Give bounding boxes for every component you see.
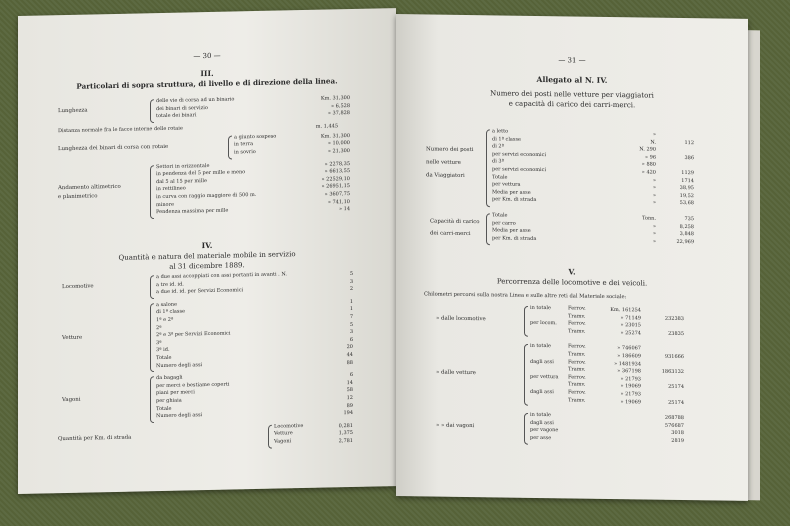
- percorrenza-kind: per vettura: [530, 373, 559, 381]
- percorrenza-network: Tramv.: [568, 366, 586, 373]
- row-item: 3ª id.: [156, 347, 170, 354]
- percorrenza-group-label: » dalle locomotive: [436, 315, 486, 323]
- posti-row: per vettura: [492, 181, 521, 188]
- row-value: 2: [349, 286, 353, 293]
- row-item: Totale: [156, 354, 172, 362]
- percorrenza-value: » 367198: [617, 368, 641, 375]
- percorrenza-kind: dagli assi: [530, 419, 554, 427]
- brace: [524, 344, 528, 406]
- row-value: » 2278,35: [324, 160, 350, 168]
- row-value: 3: [349, 278, 353, 285]
- percorrenza-network: Ferrov.: [568, 358, 586, 366]
- percorrenza-total: 576687: [664, 422, 684, 429]
- percorrenza-group-label: » » dai vagoni: [436, 422, 475, 430]
- row-value: Km. 31,300: [320, 95, 350, 102]
- row-value: 1,375: [338, 430, 353, 437]
- percorrenza-total: 1863132: [661, 368, 684, 376]
- group-label: Lunghezza dei binari di corsa con rotaie: [58, 144, 169, 153]
- row-item: Totale: [156, 405, 172, 412]
- percorrenza-value: » 186609: [617, 353, 641, 360]
- percorrenza-network: Ferrov.: [568, 343, 586, 351]
- section-4-title-line1: Quantità e natura del materiale mobile in servizio: [118, 250, 296, 262]
- section-5-numeral: V.: [568, 267, 576, 277]
- brace: [228, 135, 232, 159]
- row-item: dal 5 al 15 per mille: [156, 177, 207, 185]
- row-label: Distanza normale fra le facce interne delle rotaie: [58, 125, 183, 134]
- posti-value: 53,68: [679, 200, 694, 207]
- percorrenza-kind: dagli assi: [530, 388, 554, 396]
- row-value: » 21,300: [327, 148, 350, 155]
- row-item: piani per merci: [156, 389, 195, 397]
- capacita-label: Capacità di carico: [430, 218, 480, 226]
- posti-unit: »: [652, 199, 656, 207]
- capacita-row: Totale: [492, 212, 508, 219]
- percorrenza-network: Ferrov.: [568, 374, 586, 381]
- percorrenza-total: [644, 307, 684, 308]
- posti-value: 112: [684, 139, 694, 146]
- row-value: 1: [349, 298, 353, 305]
- percorrenza-network: Ferrov.: [568, 320, 586, 327]
- brace: [524, 306, 528, 337]
- row-value: 0,281: [338, 422, 353, 430]
- posti-value: [658, 162, 694, 163]
- brace: [150, 165, 154, 219]
- posti-value: [658, 147, 694, 148]
- posti-unit: » 96: [644, 154, 656, 161]
- percorrenza-network: Tramv.: [568, 396, 586, 404]
- capacita-value: 22,969: [676, 238, 694, 245]
- section-5-title: Percorrenza delle locomotive e dei veicoli.: [496, 277, 648, 288]
- capacita-label: dei carri-merci: [430, 230, 471, 238]
- percorrenza-value: [591, 437, 641, 438]
- row-item: a due id. id. per Servizi Economici: [156, 287, 244, 296]
- row-item: da bagagli: [156, 374, 183, 382]
- row-item: Pendenza massima per mille: [156, 207, 229, 216]
- brace: [150, 303, 154, 372]
- row-value: » 6,528: [331, 102, 350, 110]
- row-item: totale dei binari: [156, 112, 197, 120]
- percorrenza-kind: in totale: [530, 412, 551, 419]
- percorrenza-value: » 19069: [620, 383, 641, 390]
- percorrenza-kind: in totale: [530, 304, 551, 312]
- capacita-value: 735: [684, 216, 694, 223]
- percorrenza-value: [591, 414, 641, 415]
- percorrenza-network: Tramv.: [568, 351, 586, 358]
- left-page: [18, 8, 396, 494]
- row-item: a salone: [156, 301, 177, 308]
- row-value: m. 1,445: [315, 123, 338, 130]
- section-5-intro: Chilometri percorsi sulla nostra Linea e sulle altre reti dal Materiale sociale:: [424, 291, 627, 301]
- row-value: 88: [346, 359, 353, 366]
- row-item: Numero degli assi: [156, 361, 203, 369]
- row-value: 5: [349, 270, 353, 278]
- row-value: » 26951,15: [321, 183, 350, 191]
- brace: [524, 413, 528, 444]
- posti-unit: »: [652, 177, 656, 184]
- capacita-unit: Tonn.: [642, 215, 656, 222]
- capacita-value: 8,258: [679, 223, 694, 230]
- percorrenza-total: 268788: [664, 414, 684, 422]
- row-value: » 22529,10: [321, 175, 350, 183]
- row-value: 20: [346, 344, 353, 351]
- percorrenza-value: » 21793: [620, 391, 641, 398]
- percorrenza-value: » 746067: [617, 345, 641, 352]
- percorrenza-group-label: » dalle vetture: [436, 369, 476, 376]
- row-value: 2,781: [338, 437, 353, 445]
- capacita-unit: »: [652, 230, 656, 237]
- capacita-value: 3,848: [679, 231, 694, 238]
- percorrenza-total: 232383: [664, 315, 684, 322]
- right-page-number: — 31 —: [558, 56, 586, 65]
- row-value: » 3607,75: [324, 191, 350, 198]
- posti-subtitle-line2: e capacità di carico dei carri-merci.: [508, 99, 636, 110]
- row-item: a giunto sospeso: [234, 133, 277, 141]
- row-item: in pendenza del 5 per mille e meno: [156, 169, 246, 178]
- row-item: in curva con raggio maggiore di 500 m.: [156, 192, 257, 201]
- percorrenza-total: [644, 376, 684, 377]
- capacita-row: per Km. di strada: [492, 235, 537, 242]
- group-label: e planimetrico: [58, 193, 98, 201]
- posti-row: di 1ª classe: [492, 135, 522, 143]
- row-value: 1: [349, 306, 353, 313]
- percorrenza-total: 25174: [668, 384, 684, 391]
- row-item: a tre id. id.: [156, 281, 184, 288]
- row-item: minore: [156, 201, 174, 208]
- capacita-unit: »: [652, 223, 656, 230]
- row-item: 1ª e 2ª: [156, 316, 174, 324]
- posti-unit: N.: [650, 139, 656, 146]
- row-value: 6: [349, 372, 353, 379]
- percorrenza-network: Ferrov.: [568, 305, 586, 312]
- row-value: 6: [349, 336, 353, 343]
- group-label: Andamento altimetrico: [58, 184, 121, 192]
- percorrenza-value: » 19069: [620, 398, 641, 406]
- row-value: Km. 31,300: [320, 132, 350, 140]
- percorrenza-network: Tramv.: [568, 381, 586, 389]
- row-value: » 6613,55: [324, 168, 350, 175]
- percorrenza-value: » 25274: [620, 329, 641, 337]
- posti-unit: » 880: [641, 161, 656, 169]
- posti-value: 19,52: [679, 192, 694, 199]
- posti-unit: N. 290: [639, 146, 656, 153]
- percorrenza-kind: per vagone: [530, 427, 559, 434]
- left-page-number: — 30 —: [193, 51, 221, 61]
- allegato-heading: Allegato al N. IV.: [536, 74, 608, 85]
- row-item: a due assi accoppiati con assi portanti in avanti . N.: [156, 271, 287, 281]
- percorrenza-network: Ferrov.: [568, 389, 586, 396]
- row-item: in terra: [234, 141, 254, 148]
- percorrenza-kind: in totale: [530, 343, 551, 350]
- row-item: Vetture: [274, 430, 293, 438]
- row-value: » 741,10: [327, 198, 350, 206]
- row-item: dei binari di servizio: [156, 104, 208, 112]
- row-item: Vagoni: [274, 438, 292, 445]
- posti-row: per Km. di strada: [492, 196, 537, 204]
- row-value: 194: [343, 410, 353, 417]
- row-item: Numero degli assi: [156, 412, 203, 420]
- percorrenza-total: 3018: [671, 430, 684, 437]
- posti-unit: »: [652, 131, 656, 138]
- row-value: 12: [346, 394, 353, 402]
- section-4-numeral: IV.: [201, 240, 213, 251]
- percorrenza-kind: per locom.: [530, 320, 557, 327]
- posti-value: 38,95: [679, 185, 694, 192]
- posti-value: [658, 132, 694, 133]
- brace: [268, 424, 272, 448]
- right-page: [396, 14, 748, 501]
- row-value: 58: [346, 387, 353, 394]
- posti-unit: »: [652, 184, 656, 191]
- percorrenza-total: [644, 346, 684, 347]
- percorrenza-total: 23835: [668, 330, 684, 337]
- percorrenza-network: Tramv.: [568, 312, 586, 320]
- row-item: Locomotive: [274, 422, 304, 430]
- brace: [150, 376, 154, 423]
- brace: [486, 213, 490, 245]
- posti-unit: » 420: [641, 169, 656, 176]
- brace: [486, 129, 490, 207]
- capacita-unit: »: [652, 238, 656, 245]
- percorrenza-value: » 21793: [620, 375, 641, 383]
- section-3-title: Particolari di sopra struttura, di livello e di direzione della linea.: [76, 76, 338, 91]
- posti-row: Media per asse: [492, 189, 531, 196]
- group-label: Quantità per Km. di strada: [58, 434, 132, 443]
- group-label: Vetture: [62, 334, 83, 342]
- percorrenza-total: [644, 361, 684, 362]
- percorrenza-value: » 1481934: [614, 360, 641, 368]
- row-item: 2ª: [156, 324, 162, 331]
- row-value: 3: [349, 329, 353, 336]
- percorrenza-total: 931666: [664, 353, 684, 361]
- group-label: Vagoni: [62, 396, 81, 404]
- posti-row: di 3ª: [492, 158, 504, 165]
- percorrenza-total: [644, 391, 684, 392]
- percorrenza-total: [644, 323, 684, 324]
- posti-subtitle-line1: Numero dei posti nelle vetture per viaggiatori: [490, 89, 654, 100]
- posti-unit: »: [652, 192, 656, 199]
- posti-value: 1714: [681, 177, 694, 184]
- percorrenza-value: [591, 429, 641, 430]
- brace: [150, 99, 154, 123]
- posti-row: di 2ª: [492, 143, 504, 150]
- posti-label: da Viaggiatori: [426, 172, 465, 179]
- row-value: 44: [346, 351, 353, 359]
- group-label: Locomotive: [62, 283, 94, 291]
- row-value: 5: [349, 321, 353, 328]
- row-value: » 10,000: [327, 140, 350, 147]
- row-value: 14: [346, 379, 353, 386]
- posti-value: 386: [684, 154, 694, 161]
- row-item: di 1ª classe: [156, 308, 186, 316]
- row-item: 2ª e 3ª per Servizi Economici: [156, 330, 231, 339]
- row-item: per merci e bestiame coperti: [156, 381, 230, 389]
- posti-row: Totale: [492, 173, 508, 181]
- row-value: » 37,828: [327, 110, 350, 117]
- row-item: Settori in orizzontale: [156, 162, 210, 170]
- capacita-row: per carro: [492, 219, 516, 227]
- section-3-numeral: III.: [200, 68, 214, 79]
- percorrenza-total: 2819: [671, 437, 684, 445]
- posti-row: a letto: [492, 128, 509, 135]
- percorrenza-total: 25174: [668, 399, 684, 406]
- percorrenza-network: Tramv.: [568, 328, 586, 335]
- percorrenza-value: » 71149: [620, 314, 641, 322]
- posti-label: nelle vetture: [426, 159, 461, 166]
- posti-row: per servizi economici: [492, 166, 547, 174]
- row-item: in sovrio: [234, 149, 256, 156]
- posti-label: Numero dei posti: [426, 146, 474, 154]
- row-item: delle vie di corsa ad un binario: [156, 96, 235, 105]
- posti-value: 1129: [681, 169, 694, 177]
- brace: [150, 275, 154, 299]
- group-label: Lunghezza: [58, 107, 88, 115]
- row-item: per ghiaia: [156, 397, 182, 405]
- percorrenza-value: Km. 161254: [610, 306, 641, 314]
- percorrenza-kind: per asse: [530, 434, 552, 442]
- row-item: 3ª: [156, 339, 162, 346]
- row-value: 89: [346, 402, 353, 409]
- capacita-row: Media per asse: [492, 227, 531, 235]
- percorrenza-value: [591, 422, 641, 423]
- percorrenza-value: » 23015: [620, 322, 641, 329]
- percorrenza-kind: dagli assi: [530, 358, 554, 365]
- section-4-title-line2: al 31 dicembre 1889.: [169, 261, 245, 271]
- row-item: in rettilineo: [156, 185, 186, 193]
- posti-row: per servizi economici: [492, 151, 547, 158]
- row-value: 7: [349, 313, 353, 321]
- row-value: » 14: [338, 206, 350, 213]
